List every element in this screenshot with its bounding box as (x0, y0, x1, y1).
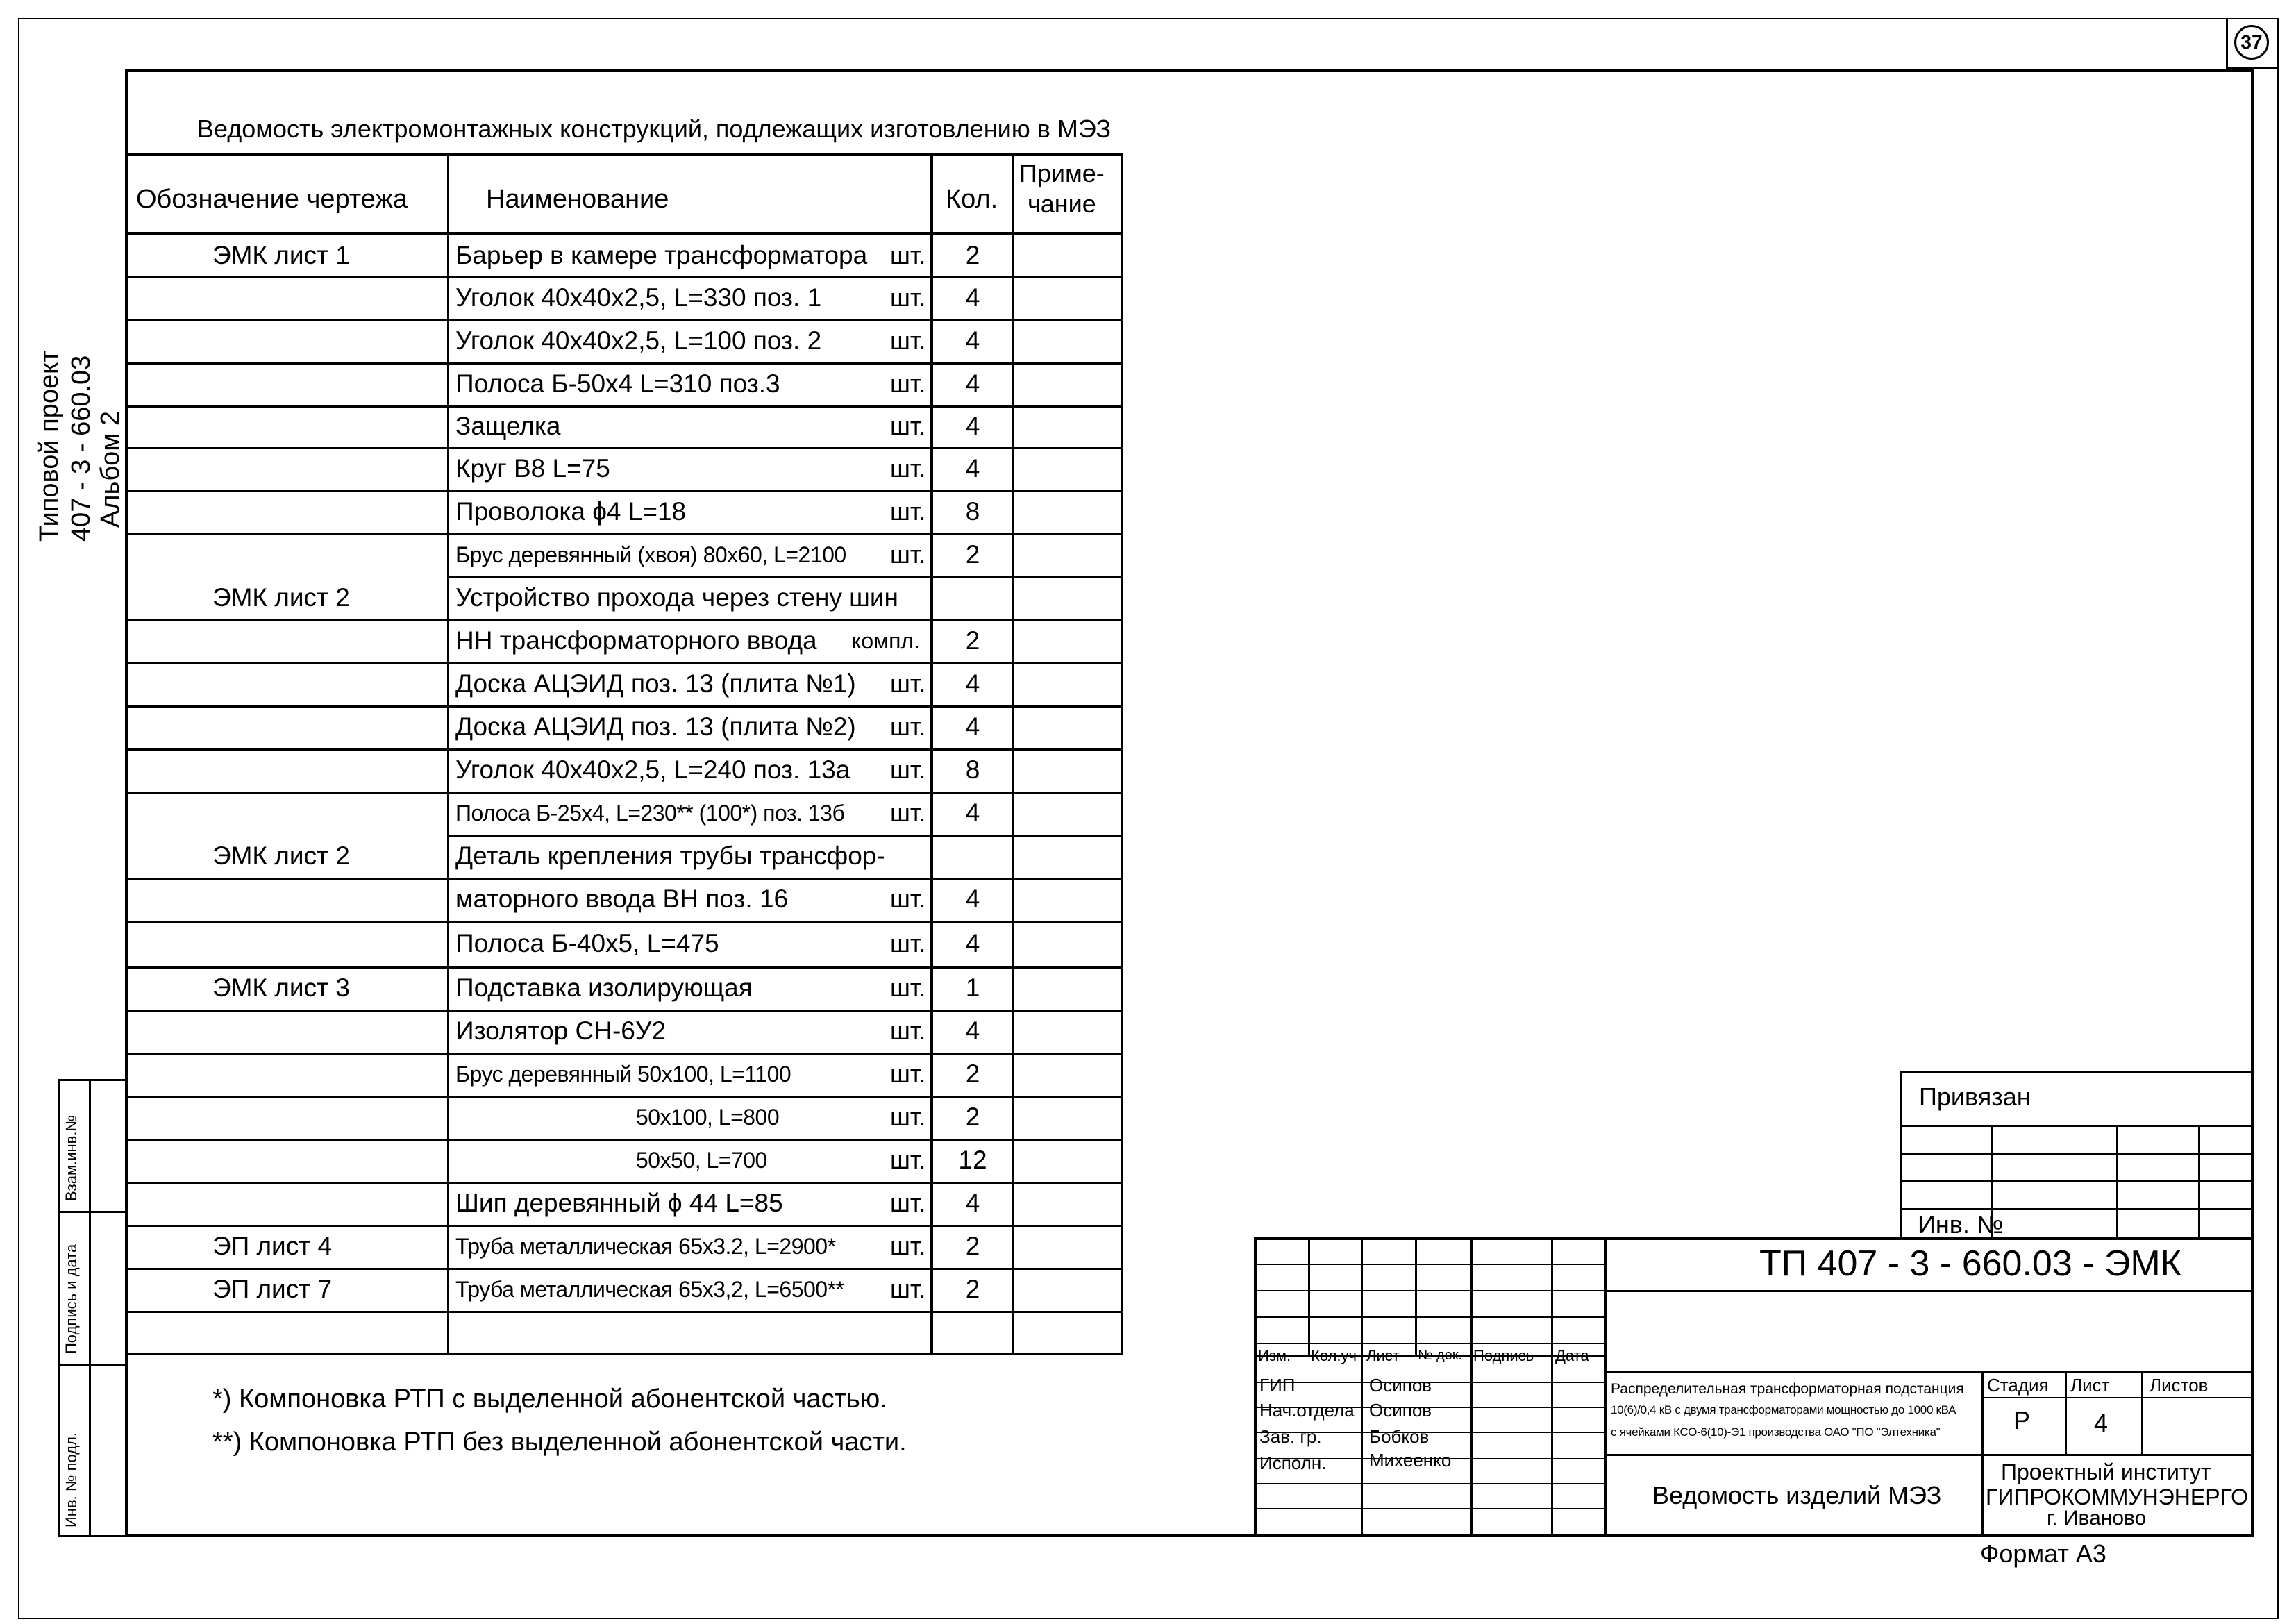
row-qty: 2 (965, 241, 980, 269)
doc-code: ТП 407 - 3 - 660.03 - ЭМК (1759, 1244, 2181, 1284)
org-line1: Проектный институт (2001, 1459, 2211, 1484)
row-unit: шт. (890, 540, 926, 569)
row-qty: 2 (965, 1103, 980, 1131)
row-qty: 4 (965, 929, 980, 957)
row-name: Полоса Б-40х5, L=475 (455, 929, 719, 957)
row-unit: шт. (890, 1189, 926, 1217)
row-name: Подставка изолирующая (455, 973, 753, 1002)
row-qty: 4 (965, 798, 980, 827)
project-desc-3: с ячейками КСО-6(10)-Э1 производства ОАО "ПО "Элтехника" (1611, 1425, 1941, 1439)
row-qty: 2 (965, 1060, 980, 1088)
row-name: Доска АЦЭИД поз. 13 (плита №2) (455, 712, 856, 741)
row-name: Уголок 40х40х2,5, L=240 поз. 13а (455, 755, 850, 784)
row-name: Проволока ϕ4 L=18 (455, 497, 687, 526)
row-name: Полоса Б-50х4 L=310 поз.3 (455, 369, 780, 398)
side-field-inv: Инв. № подл. (62, 1432, 80, 1527)
tb-header-data: Дата (1555, 1347, 1589, 1364)
sheet-value: 4 (2094, 1409, 2109, 1437)
page-number-circle (2234, 25, 2269, 60)
row-unit: шт. (890, 412, 926, 440)
row-name: Брус деревянный 50х100, L=1100 (455, 1062, 791, 1087)
project-desc-1: Распределительная трансформаторная подстанция (1611, 1381, 1964, 1397)
tb-header-list: Лист (1366, 1347, 1400, 1364)
name-nach: Осипов (1369, 1400, 1432, 1421)
role-zav: Зав. гр. (1259, 1426, 1322, 1447)
row-unit: шт. (890, 497, 926, 526)
row-unit: шт. (890, 1146, 926, 1174)
role-gip: ГИП (1259, 1375, 1296, 1396)
side-stamp-line2: 407 - 3 - 660.03 (67, 355, 96, 542)
header-note-1: Приме- (1019, 159, 1105, 187)
row-name: Барьер в камере трансформатора (455, 241, 868, 269)
tb-header-izm: Изм. (1258, 1347, 1291, 1364)
header-qty: Кол. (946, 185, 998, 214)
row-unit: шт. (890, 1103, 926, 1131)
row-name: НН трансформаторного ввода (455, 626, 817, 655)
row-unit: шт. (890, 1060, 926, 1088)
row-designation: ЭМК лист 1 (212, 241, 350, 269)
row-designation: ЭМК лист 2 (212, 842, 350, 870)
binding-title: Привязан (1919, 1082, 2031, 1111)
row-name: Брус деревянный (хвоя) 80х60, L=2100 (455, 542, 846, 567)
row-unit: шт. (890, 798, 926, 827)
side-field-zam: Взам.инв.№ (62, 1114, 80, 1201)
row-qty: 4 (965, 412, 980, 440)
row-name: 50х100, L=800 (636, 1105, 780, 1130)
row-name: Уголок 40х40х2,5, L=100 поз. 2 (455, 326, 822, 355)
row-qty: 4 (965, 669, 980, 698)
row-qty: 8 (965, 497, 980, 526)
header-note-2: чание (1028, 190, 1096, 218)
doc-name: Ведомость изделий МЭЗ (1652, 1481, 1942, 1509)
tb-header-ndoc: № док. (1418, 1348, 1463, 1363)
row-name: маторного ввода ВН поз. 16 (455, 885, 789, 913)
binding-inv: Инв. № (1918, 1210, 2004, 1239)
row-qty: 4 (965, 369, 980, 398)
row-unit: шт. (890, 669, 926, 698)
row-name: Шип деревянный ϕ 44 L=85 (455, 1189, 783, 1217)
row-unit: шт. (890, 283, 926, 312)
org-line3: г. Иваново (2047, 1507, 2147, 1530)
row-qty: 2 (965, 626, 980, 655)
tb-header-kolych: Кол.уч (1311, 1347, 1357, 1364)
row-designation: ЭМК лист 3 (212, 973, 350, 1002)
row-unit: шт. (890, 1016, 926, 1045)
row-qty: 2 (965, 1232, 980, 1260)
row-qty: 2 (965, 1275, 980, 1303)
footnote-1: *) Компоновка РТП с выделенной абонентской частью. (212, 1384, 887, 1414)
row-designation: ЭП лист 4 (212, 1232, 333, 1260)
row-name: Деталь крепления трубы трансфор- (455, 842, 885, 870)
sheets-label: Листов (2150, 1375, 2209, 1396)
row-qty: 4 (965, 885, 980, 913)
row-unit: шт. (890, 973, 926, 1002)
row-qty: 4 (965, 326, 980, 355)
row-qty: 4 (965, 1016, 980, 1045)
stage-label: Стадия (1987, 1375, 2049, 1396)
row-name: Круг В8 L=75 (455, 454, 610, 483)
row-designation: ЭП лист 7 (212, 1275, 333, 1303)
side-stamp-line1: Типовой проект (35, 350, 64, 542)
row-qty: 1 (965, 973, 980, 1002)
side-stamp-line3: Альбом 2 (96, 410, 125, 528)
org-line2: ГИПРОКОММУНЭНЕРГО (1986, 1484, 2248, 1509)
sheet-label: Лист (2070, 1375, 2110, 1396)
row-unit: шт. (890, 929, 926, 957)
row-name: Изолятор СН-6У2 (455, 1016, 666, 1045)
row-unit: шт. (890, 241, 926, 269)
row-qty: 12 (958, 1146, 987, 1174)
header-designation: Обозначение чертежа (136, 185, 408, 214)
row-unit: шт. (890, 755, 926, 784)
row-unit: компл. (851, 628, 921, 653)
row-unit: шт. (890, 1275, 926, 1303)
footnote-2: **) Компоновка РТП без выделенной абонентской части. (212, 1428, 907, 1457)
name-zav: Бобков (1369, 1426, 1430, 1447)
row-qty (933, 576, 1012, 619)
role-ispoln: Исполн. (1259, 1453, 1327, 1473)
row-qty (933, 1311, 1012, 1355)
side-field-podpis: Подпись и дата (62, 1244, 80, 1354)
row-name: Труба металлическая 65х3,2, L=6500** (455, 1277, 844, 1302)
project-desc-2: 10(6)/0,4 кВ с двумя трансформаторами мощностью до 1000 кВА (1611, 1403, 1956, 1416)
row-designation: ЭМК лист 2 (212, 583, 350, 612)
row-unit: шт. (890, 885, 926, 913)
row-name: Устройство прохода через стену шин (455, 583, 898, 612)
row-qty: 4 (965, 712, 980, 741)
row-unit: шт. (890, 454, 926, 483)
stage-value: Р (2013, 1406, 2031, 1434)
row-qty: 4 (965, 1189, 980, 1217)
header-name: Наименование (486, 185, 669, 214)
row-qty (933, 835, 1012, 878)
row-qty: 2 (965, 540, 980, 569)
row-unit: шт. (890, 369, 926, 398)
row-name: Доска АЦЭИД поз. 13 (плита №1) (455, 669, 856, 698)
row-qty: 4 (965, 283, 980, 312)
name-gip: Осипов (1369, 1375, 1432, 1396)
row-name: 50х50, L=700 (636, 1148, 767, 1173)
row-name: Полоса Б-25х4, L=230** (100*) поз. 13б (455, 801, 845, 826)
row-name: Защелка (455, 412, 561, 440)
row-name: Труба металлическая 65х3.2, L=2900* (455, 1234, 836, 1259)
row-name: Уголок 40х40х2,5, L=330 поз. 1 (455, 283, 822, 312)
row-qty: 8 (965, 755, 980, 784)
row-unit: шт. (890, 1232, 926, 1260)
name-ispoln: Михеенко (1369, 1450, 1452, 1471)
table-title: Ведомость электромонтажных конструкций, подлежащих изготовлению в МЭЗ (197, 115, 1112, 143)
row-qty: 4 (965, 454, 980, 483)
row-unit: шт. (890, 712, 926, 741)
page-number: 37 (2240, 31, 2263, 53)
tb-header-podpis: Подпись (1473, 1347, 1534, 1364)
format-label: Формат А3 (1980, 1539, 2106, 1568)
role-nach: Нач.отдела (1259, 1400, 1355, 1421)
row-unit: шт. (890, 326, 926, 355)
